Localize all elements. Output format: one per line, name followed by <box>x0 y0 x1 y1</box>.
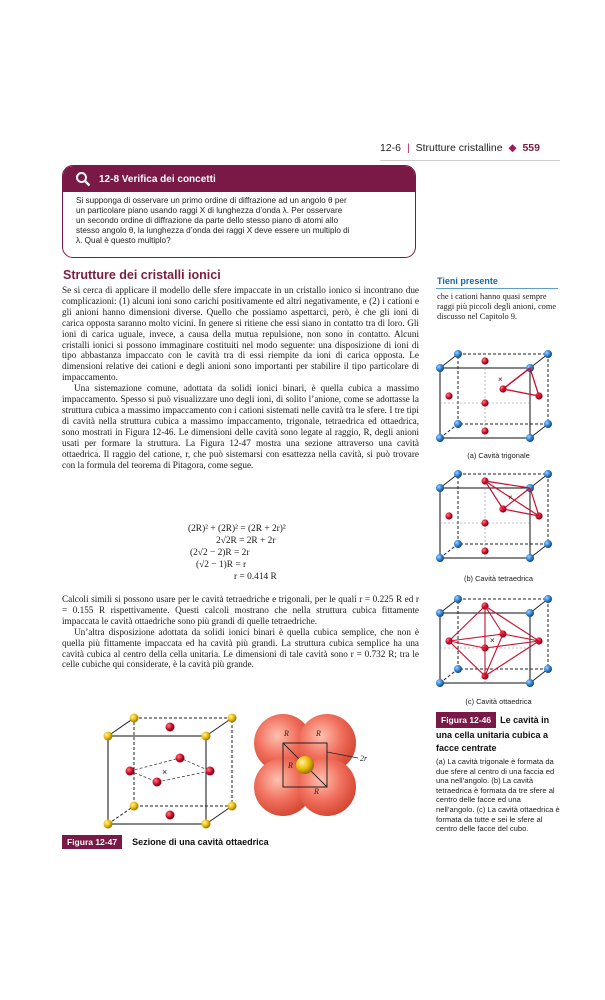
cube-trigonal <box>436 350 552 442</box>
figure-12-47-section <box>248 712 388 830</box>
figure-12-47-caption <box>62 832 269 850</box>
figure-12-46-illustration <box>432 350 562 710</box>
caption-a: (a) Cavità trigonale <box>467 451 530 460</box>
paragraph-4: Un’altra disposizione adottata da solidi ionici binari è quella cubica semplice, che non è quella più fittamente impaccata ed ha cavità più grandi. La struttura cubica semplice ha una cavità cubica al centro della cella unitaria. Le dimensioni di tale cavità sono r = 0.732 R; tra le celle cubiche qui considerate, è la cavità più grande. <box>62 626 419 670</box>
paragraph-1: Se si cerca di applicare il modello delle sfere impaccate in un cristallo ionico si incontrano due complicazioni: (1) alcuni ioni sono carichi positivamente ed altri negativamente, e (2) i cationi e gli anioni hanno dimensioni diverse. Quello che possiamo aspettarci, però, è che gli ioni di carica opposta saranno molto vicini. In genere si ritiene che essi siano in contatto tra di loro. Gli ioni di carica uguale, invece, a causa della mutua repulsione, non sono in contatto. Alcuni cristalli ionici si possono immaginare costituiti nel modo seguente: una disposizione di ioni di tipo abbastanza impaccato con le cavità tra di essi riempite da ioni di carica opposta. Le dimensioni relative dei cationi e degli anioni sono importanti per stabilire il tipo particolare di impaccamento. <box>62 285 419 383</box>
header-separator: | <box>406 142 410 154</box>
label-2r: 2r <box>360 754 368 763</box>
concept-check-box <box>62 165 416 258</box>
pythagoras-equations <box>160 523 360 583</box>
svg-text:×: × <box>498 375 503 384</box>
figure-12-46-title: Le cavità in una cella unitaria cubica a facce centrate <box>436 715 550 753</box>
header-title: Strutture cristalline <box>415 142 503 154</box>
figure-12-47-title: Sezione di una cavità ottaedrica <box>132 837 269 847</box>
svg-text:×: × <box>490 636 495 645</box>
page-number: 559 <box>522 142 540 154</box>
concept-check-header <box>63 166 415 192</box>
concept-line: un secondo ordine di diffrazione da parte dello stesso piano di atomi allo <box>76 216 339 225</box>
concept-line: un particolare piano usando raggi X di lunghezza d’onda λ. Per osservare <box>76 206 343 215</box>
svg-text:×: × <box>508 493 513 502</box>
body-block-1 <box>62 285 419 470</box>
equation-line: (2R)² + (2R)² = (2R + 2r)² <box>188 524 286 534</box>
equation-line: (√2 − 1)R = r <box>196 560 247 570</box>
caption-c: (c) Cavità ottaedrica <box>465 697 532 706</box>
header-section: 12-6 <box>380 142 402 154</box>
side-note-text: che i cationi hanno quasi sempre raggi più piccoli degli anioni, come discusso nel Capitolo 9. <box>437 292 557 321</box>
side-note-rule <box>436 288 558 289</box>
concept-line: stesso angolo θ, la lunghezza d’onda dei raggi X deve essere un multiplo di <box>76 226 350 235</box>
paragraph-3: Calcoli simili si possono usare per le cavità tetraedriche e trigonali, per le quali r = 0.225 R ed r = 0.155 R rispettivamente. Questi calcoli mostrano che nella struttura cubica fittamente impaccata le cavità ottaedriche sono più grandi di quelle tetraedriche. <box>62 594 419 626</box>
label-R-top-right: R <box>316 729 321 738</box>
concept-line: λ. Qual è questo multiplo? <box>76 236 171 245</box>
magnifier-icon <box>75 171 91 187</box>
figure-12-47-label: Figura 12-47 <box>62 835 122 849</box>
label-R-top-left: R <box>284 729 289 738</box>
body-block-2 <box>62 594 419 670</box>
figure-12-46-label: Figura 12-46 <box>436 712 496 728</box>
side-note-title: Tieni presente <box>437 276 498 286</box>
header-rule <box>380 160 560 161</box>
concept-check-text <box>63 192 415 246</box>
section-heading: Strutture dei cristalli ionici <box>63 268 221 282</box>
cube-octahedral <box>436 595 552 687</box>
cube-tetrahedral <box>436 470 552 562</box>
svg-text:×: × <box>162 767 168 777</box>
equation-line: r = 0.414 R <box>234 572 277 582</box>
concept-line: Si supponga di osservare un primo ordine di diffrazione ad un angolo θ per <box>76 196 347 205</box>
label-R-bottom: R <box>314 787 319 796</box>
caption-b: (b) Cavità tetraedrica <box>463 574 533 583</box>
equation-line: (2√2 − 2)R = 2r <box>190 548 250 558</box>
figure-12-46-caption <box>436 712 562 754</box>
running-header <box>380 142 560 154</box>
paragraph-2: Una sistemazione comune, adottata da solidi ionici binari, è quella cubica a massimo impaccamento. Spesso si può visualizzare uno degli ioni, di solito l’anione, come se adottasse la struttura cubica a massimo impaccamento con i cationi sistemati nelle cavità tra le sfere. I tre tipi di cavità nella struttura cubica a massimo impaccamento, trigonale, tetraedrica ed ottaedrica, sono mostrati in Figura 12-46. Le dimensioni delle cavità sono legate al raggio, R, degli anioni usati per formare la struttura. La Figura 12-47 mostra una sezione attraverso una cavità ottaedrica. Il raggio del catione, r, che può sistemarsi con esattezza nella cavità, si può trovare con la formula del teorema di Pitagora, come segue. <box>62 383 419 470</box>
concept-check-label: 12-8 Verifica dei concetti <box>99 173 216 185</box>
header-bullet: ◆ <box>508 142 517 154</box>
figure-12-47-cube <box>100 710 245 830</box>
label-R-left: R <box>288 761 293 770</box>
equation-line: 2√2R = 2R + 2r <box>216 536 276 546</box>
figure-12-46-description: (a) La cavità trigonale è formata da due sfere al centro di una faccia ed una nell’angolo. (b) La cavità tetraedrica è formata da tre sfere al centro delle facce ed una nell’angolo. (c) La cavità ottaedrica è formata da tutte e sei le sfere al centro delle facce del cubo. <box>436 757 560 834</box>
